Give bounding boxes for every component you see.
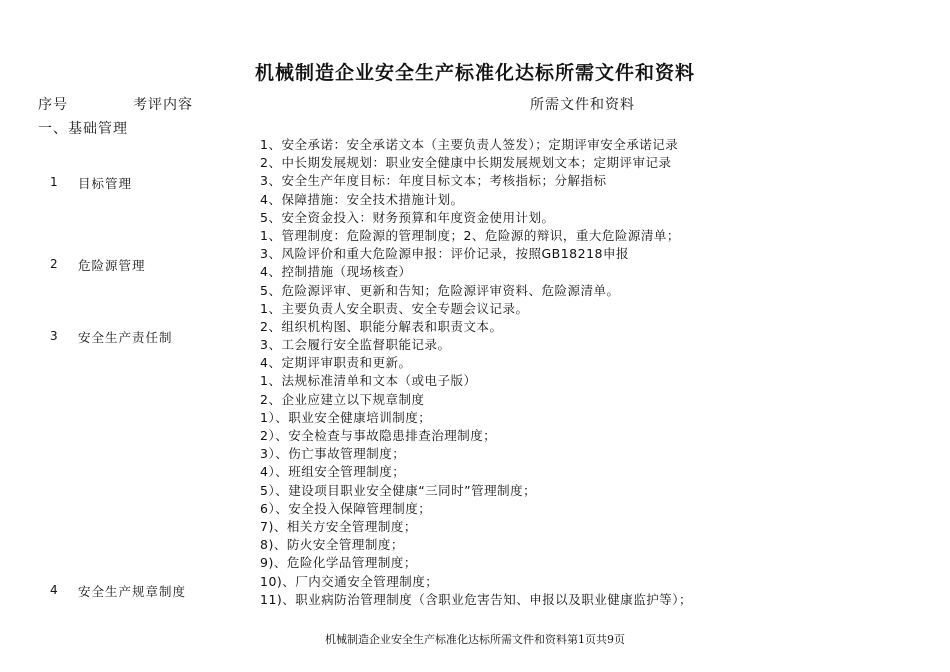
- requirement-line: 3、工会履行安全监督职能记录。: [260, 337, 451, 353]
- item-name: 安全生产责任制: [78, 330, 173, 345]
- item-number: 1: [50, 175, 58, 189]
- requirement-line: 9)、危险化学品管理制度；: [260, 555, 417, 571]
- requirement-line: 4）、班组安全管理制度；: [260, 464, 406, 480]
- requirement-line: 5、危险源评审、更新和告知；危险源评审资料、危险源清单。: [260, 282, 620, 298]
- requirement-line: 4、定期评审职责和更新。: [260, 355, 412, 371]
- requirement-line: 7)、相关方安全管理制度；: [260, 518, 417, 534]
- item-number: 2: [50, 257, 58, 271]
- requirement-line: 1、安全承诺：安全承诺文本（主要负责人签发）；定期评审安全承诺记录: [260, 137, 679, 152]
- requirement-line: 4、控制措施（现场核查）: [260, 264, 412, 280]
- requirement-line: 1、管理制度：危险源的管理制度；2、危险源的辩识，重大危险源清单；: [260, 227, 680, 243]
- header-content: 考评内容: [133, 97, 193, 113]
- header-seq: 序号: [38, 97, 68, 113]
- requirement-line: 3、安全生产年度目标：年度目标文本；考核指标；分解指标: [260, 173, 607, 189]
- requirement-line: 6）、安全投入保障管理制度；: [260, 500, 432, 516]
- document-title: 机械制造企业安全生产标准化达标所需文件和资料: [254, 62, 695, 84]
- requirement-line: 2、企业应建立以下规章制度: [260, 391, 425, 407]
- page-footer: 机械制造企业安全生产标准化达标所需文件和资料第1页共9页: [325, 633, 625, 646]
- requirement-line: 3）、伤亡事故管理制度；: [260, 446, 406, 462]
- requirement-line: 10)、厂内交通安全管理制度；: [260, 573, 439, 589]
- requirement-line: 1）、职业安全健康培训制度；: [260, 409, 432, 425]
- item-name: 目标管理: [78, 176, 133, 191]
- requirement-line: 2、组织机构图、职能分解表和职责文本。: [260, 318, 503, 334]
- requirement-line: 5）、建设项目职业安全健康“三同时”管理制度；: [260, 482, 537, 498]
- requirement-line: 1、法规标准清单和文本（或电子版）: [260, 373, 477, 389]
- item-name: 安全生产规章制度: [78, 584, 187, 599]
- requirement-line: 3、风险评价和重大危险源申报：评价记录，按照GB18218申报: [260, 246, 629, 262]
- requirement-line: 8)、防火安全管理制度；: [260, 537, 404, 553]
- item-name: 危险源管理: [78, 258, 146, 273]
- requirement-line: 11)、职业病防治管理制度（含职业危害告知、申报以及职业健康监护等）；: [260, 591, 693, 607]
- requirement-line: 2、中长期发展规划：职业安全健康中长期发展规划文本；定期评审记录: [260, 155, 672, 171]
- section-heading: 一、基础管理: [38, 121, 128, 137]
- header-files: 所需文件和资料: [530, 97, 635, 113]
- requirement-line: 1、主要负责人安全职责、安全专题会议记录。: [260, 300, 529, 316]
- requirement-line: 4、保障措施：安全技术措施计划。: [260, 191, 464, 207]
- requirement-line: 2）、安全检查与事故隐患排查治理制度；: [260, 428, 497, 443]
- item-number: 3: [50, 329, 58, 343]
- requirements-list: [260, 136, 692, 609]
- requirement-line: 5、安全资金投入：财务预算和年度资金使用计划。: [260, 209, 555, 225]
- item-number: 4: [50, 583, 58, 597]
